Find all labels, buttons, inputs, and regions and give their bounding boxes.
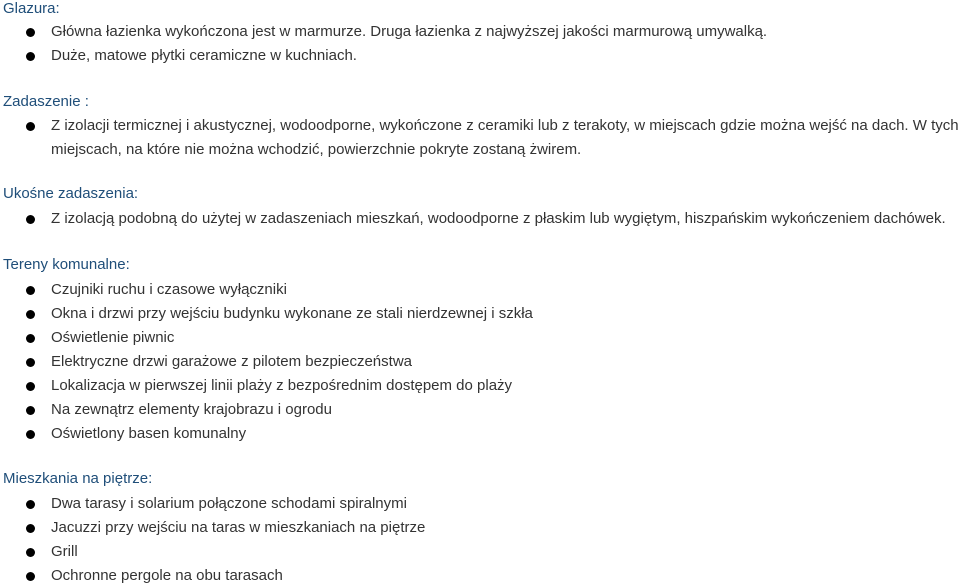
list-item-text: Duże, matowe płytki ceramiczne w kuchniach. (51, 47, 357, 64)
list-item (0, 326, 960, 350)
list-item-text: Elektryczne drzwi garażowe z pilotem bezpieczeństwa (51, 353, 412, 370)
list-item (0, 302, 960, 326)
list-item (0, 44, 960, 68)
list-item (0, 374, 960, 398)
list-item-text: Grill (51, 543, 78, 560)
bullet-icon (26, 524, 35, 533)
bullet-icon (26, 215, 35, 224)
section-heading-zadaszenie: Zadaszenie : (3, 93, 89, 110)
list-item-text: Na zewnątrz elementy krajobrazu i ogrodu (51, 401, 332, 418)
bullet-icon (26, 548, 35, 557)
list-item (0, 516, 960, 540)
list-item-text: Dwa tarasy i solarium połączone schodami spiralnymi (51, 495, 407, 512)
list-item-text: Z izolacji termicznej i akustycznej, wodoodporne, wykończone z ceramiki lub z terakoty, w miejscach gdzie można wejść na dach. W tych miejscach, na które nie można wchodzić, powierzchnie pokryte zostaną żwirem. (51, 117, 959, 158)
bullet-icon (26, 310, 35, 319)
bullet-icon (26, 500, 35, 509)
bullet-icon (26, 406, 35, 415)
list-item (0, 207, 960, 231)
list-item (0, 540, 960, 564)
bullet-icon (26, 122, 35, 131)
list-item (0, 350, 960, 374)
list-item-text: Z izolacją podobną do użytej w zadaszeniach mieszkań, wodoodporne z płaskim lub wygiętym, hiszpańskim wykończeniem dachówek. (51, 210, 946, 227)
section-heading-ukosne-zadaszenia: Ukośne zadaszenia: (3, 185, 139, 202)
list-tereny-komunalne (0, 278, 960, 446)
section-heading-tereny-komunalne: Tereny komunalne: (3, 256, 130, 273)
list-ukosne-zadaszenia (0, 207, 960, 231)
list-mieszkania-na-pietrze (0, 492, 960, 588)
list-item-text: Ochronne pergole na obu tarasach (51, 567, 283, 584)
section-heading-mieszkania-na-pietrze: Mieszkania na piętrze: (3, 470, 153, 487)
list-item-text: Oświetlony basen komunalny (51, 425, 247, 442)
list-item (0, 114, 960, 162)
list-item (0, 20, 960, 44)
bullet-icon (26, 358, 35, 367)
list-item-text: Okna i drzwi przy wejściu budynku wykonane ze stali nierdzewnej i szkła (51, 305, 533, 322)
list-glazura (0, 20, 960, 68)
bullet-icon (26, 334, 35, 343)
list-item (0, 422, 960, 446)
list-item-text: Czujniki ruchu i czasowe wyłączniki (51, 281, 287, 298)
section-heading-glazura: Glazura: (3, 0, 60, 17)
list-item (0, 564, 960, 588)
bullet-icon (26, 28, 35, 37)
list-item (0, 278, 960, 302)
list-item-text: Jacuzzi przy wejściu na taras w mieszkaniach na piętrze (51, 519, 426, 536)
bullet-icon (26, 52, 35, 61)
list-item-text: Lokalizacja w pierwszej linii plaży z bezpośrednim dostępem do plaży (51, 377, 513, 394)
bullet-icon (26, 382, 35, 391)
list-item (0, 492, 960, 516)
list-item-text: Oświetlenie piwnic (51, 329, 175, 346)
list-zadaszenie (0, 114, 960, 162)
list-item-text: Główna łazienka wykończona jest w marmurze. Druga łazienka z najwyższej jakości marmurową umywalką. (51, 23, 768, 40)
bullet-icon (26, 572, 35, 581)
list-item (0, 398, 960, 422)
bullet-icon (26, 286, 35, 295)
bullet-icon (26, 430, 35, 439)
